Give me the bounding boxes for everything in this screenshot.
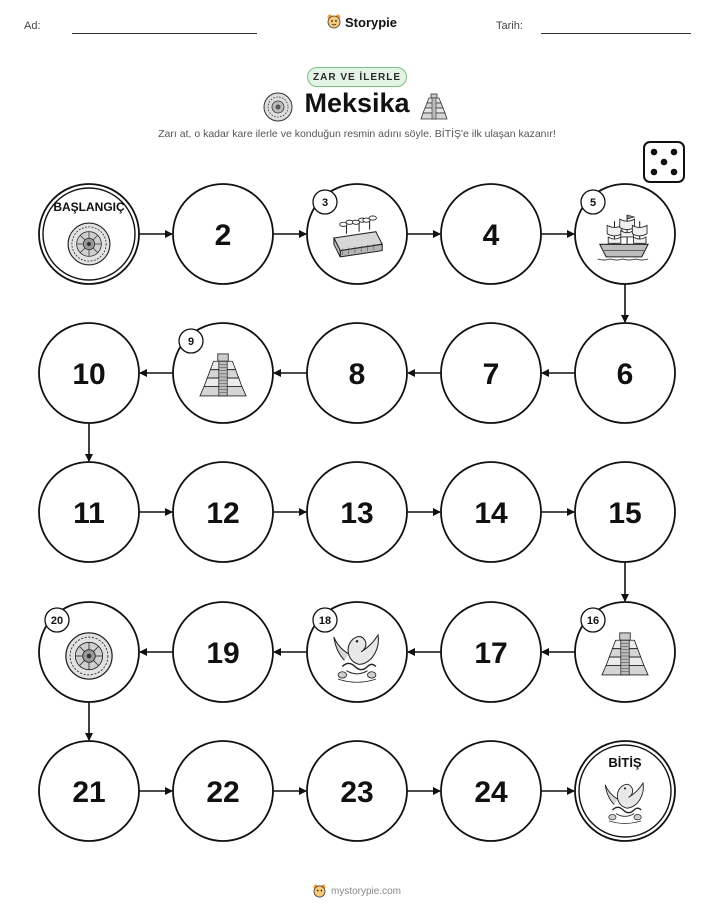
square-number: 18 xyxy=(318,615,332,627)
board-square xyxy=(575,462,675,562)
square-number: 14 xyxy=(474,497,508,530)
square-number: 11 xyxy=(73,497,105,530)
name-label: Ad: xyxy=(24,20,41,32)
board-square xyxy=(575,323,675,423)
square-number: 23 xyxy=(340,776,374,809)
board-square xyxy=(441,184,541,284)
square-number: 2 xyxy=(214,219,232,252)
aztec-calendar-icon xyxy=(66,633,112,679)
footer-url: mystorypie.com xyxy=(330,886,401,897)
board-square xyxy=(173,602,273,702)
board-square xyxy=(307,462,407,562)
square-number: 20 xyxy=(50,615,64,627)
start-label: BAŞLANGIÇ xyxy=(53,200,125,214)
square-number: 21 xyxy=(72,776,106,809)
dice-five-icon xyxy=(644,142,684,182)
square-number: 5 xyxy=(589,197,597,209)
square-number: 6 xyxy=(616,358,634,391)
square-number: 8 xyxy=(348,358,366,391)
square-number: 15 xyxy=(608,497,642,530)
board-square xyxy=(441,741,541,841)
footer xyxy=(0,884,714,899)
board-square xyxy=(39,462,139,562)
square-number: 9 xyxy=(187,336,195,348)
square-number: 3 xyxy=(321,197,329,209)
square-number: 13 xyxy=(340,497,374,530)
board-square xyxy=(307,184,407,284)
board-square xyxy=(173,184,273,284)
page-title: Meksika xyxy=(304,88,410,118)
brand-name: Storypie xyxy=(345,14,398,30)
board-square xyxy=(173,741,273,841)
game-type-badge: ZAR VE İLERLE xyxy=(307,67,407,87)
instructions: Zarı at, o kadar kare ilerle ve konduğun resmin adını söyle. BİTİŞ'e ilk ulaşan kazanır! xyxy=(158,128,556,140)
square-number: 4 xyxy=(482,219,500,252)
board-square xyxy=(441,602,541,702)
square-number: 12 xyxy=(206,497,240,530)
board-square xyxy=(39,741,139,841)
board-square xyxy=(307,323,407,423)
board-square xyxy=(307,741,407,841)
board-square xyxy=(441,323,541,423)
board-square xyxy=(173,462,273,562)
square-number: 10 xyxy=(72,358,106,391)
board-square xyxy=(39,323,139,423)
finish-label: BİTİŞ xyxy=(608,755,642,770)
square-number: 17 xyxy=(474,637,508,670)
square-number: 22 xyxy=(206,776,240,809)
square-number: 7 xyxy=(482,358,500,391)
square-number: 19 xyxy=(206,637,240,670)
square-number: 24 xyxy=(474,776,508,809)
storypie-mascot-icon xyxy=(313,884,326,899)
board-square xyxy=(441,462,541,562)
aztec-calendar-icon xyxy=(68,223,110,265)
date-label: Tarih: xyxy=(496,20,523,32)
square-number: 16 xyxy=(586,615,600,627)
